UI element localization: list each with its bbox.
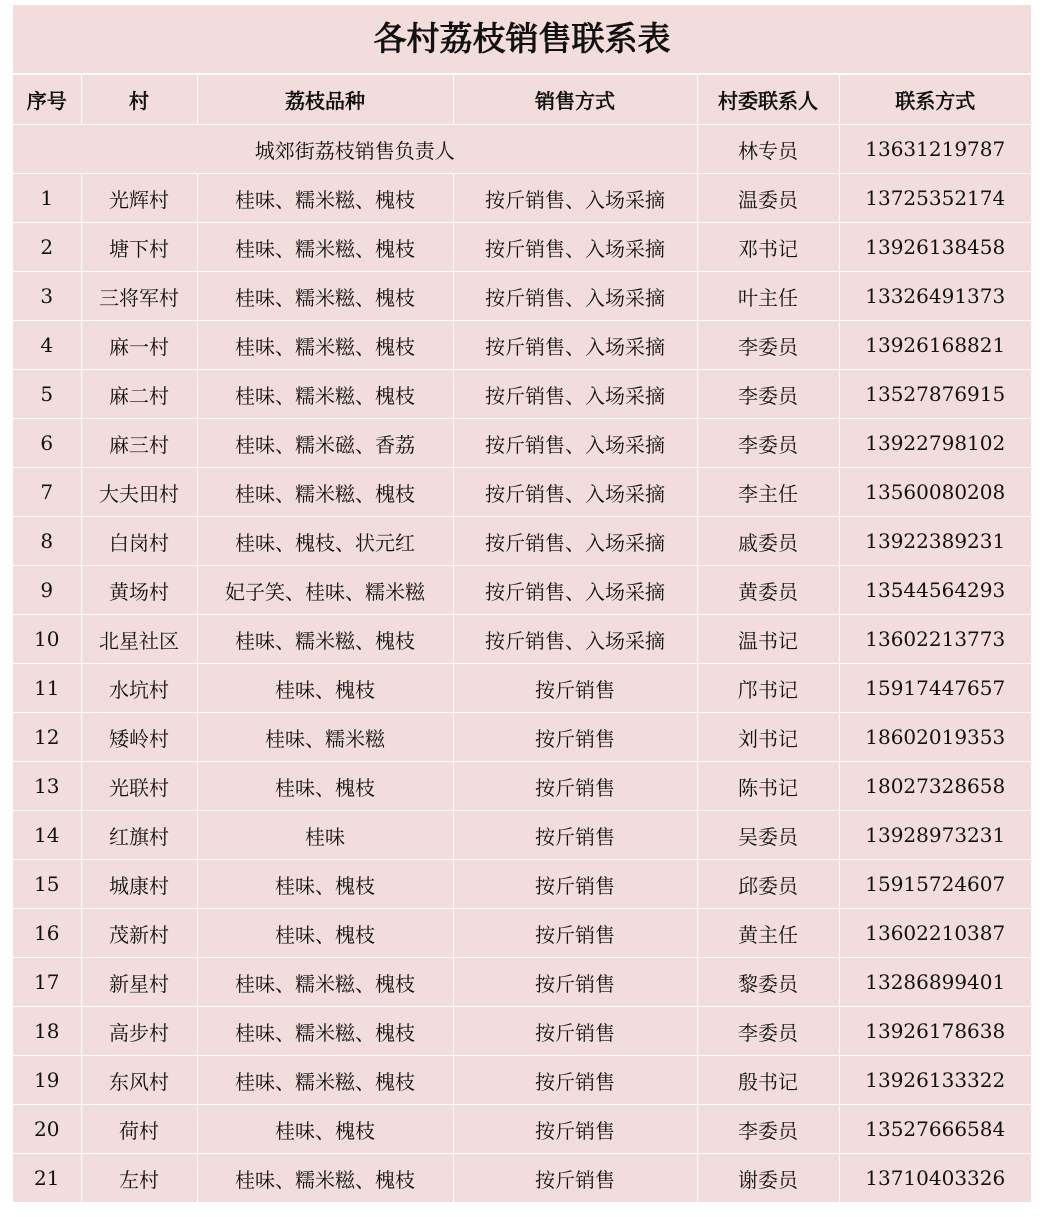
cell-variety: 桂味、槐枝 xyxy=(197,664,453,713)
cell-no: 8 xyxy=(13,517,81,566)
cell-variety: 桂味、糯米磁、香荔 xyxy=(197,419,453,468)
cell-no: 19 xyxy=(13,1056,81,1105)
cell-method: 按斤销售 xyxy=(453,1056,697,1105)
cell-no: 13 xyxy=(13,762,81,811)
cell-village: 白岗村 xyxy=(81,517,197,566)
cell-variety: 桂味、槐枝、状元红 xyxy=(197,517,453,566)
cell-method: 按斤销售、入场采摘 xyxy=(453,370,697,419)
cell-method: 按斤销售 xyxy=(453,1154,697,1203)
cell-method: 按斤销售、入场采摘 xyxy=(453,615,697,664)
cell-phone: 13560080208 xyxy=(839,468,1031,517)
cell-village: 麻一村 xyxy=(81,321,197,370)
cell-contact: 叶主任 xyxy=(697,272,839,321)
cell-method: 按斤销售 xyxy=(453,860,697,909)
cell-village: 水坑村 xyxy=(81,664,197,713)
cell-variety: 桂味、糯米糍、槐枝 xyxy=(197,468,453,517)
cell-variety: 桂味、槐枝 xyxy=(197,860,453,909)
cell-method: 按斤销售 xyxy=(453,664,697,713)
table-row xyxy=(13,713,1031,762)
table-row xyxy=(13,1105,1031,1154)
header-contact: 村委联系人 xyxy=(697,75,839,125)
table-row xyxy=(13,1056,1031,1105)
cell-no: 3 xyxy=(13,272,81,321)
cell-contact: 殷书记 xyxy=(697,1056,839,1105)
cell-method: 按斤销售 xyxy=(453,1007,697,1056)
cell-phone: 13926133322 xyxy=(839,1056,1031,1105)
cell-no: 10 xyxy=(13,615,81,664)
table-row xyxy=(13,615,1031,664)
lead-phone: 13631219787 xyxy=(839,125,1031,174)
cell-contact: 戚委员 xyxy=(697,517,839,566)
cell-contact: 吴委员 xyxy=(697,811,839,860)
cell-village: 黄场村 xyxy=(81,566,197,615)
cell-method: 按斤销售、入场采摘 xyxy=(453,468,697,517)
cell-no: 11 xyxy=(13,664,81,713)
table-row xyxy=(13,909,1031,958)
cell-phone: 13527876915 xyxy=(839,370,1031,419)
cell-contact: 陈书记 xyxy=(697,762,839,811)
cell-village: 茂新村 xyxy=(81,909,197,958)
cell-phone: 13926138458 xyxy=(839,223,1031,272)
cell-no: 21 xyxy=(13,1154,81,1203)
cell-phone: 13926168821 xyxy=(839,321,1031,370)
cell-contact: 谢委员 xyxy=(697,1154,839,1203)
cell-contact: 李委员 xyxy=(697,1105,839,1154)
cell-phone: 13928973231 xyxy=(839,811,1031,860)
cell-method: 按斤销售 xyxy=(453,762,697,811)
table-row xyxy=(13,419,1031,468)
cell-variety: 桂味、糯米糍、槐枝 xyxy=(197,1007,453,1056)
table-row xyxy=(13,321,1031,370)
cell-variety: 桂味、糯米糍、槐枝 xyxy=(197,1056,453,1105)
cell-village: 光辉村 xyxy=(81,174,197,223)
cell-contact: 温书记 xyxy=(697,615,839,664)
cell-method: 按斤销售 xyxy=(453,811,697,860)
cell-contact: 邱委员 xyxy=(697,860,839,909)
cell-phone: 13527666584 xyxy=(839,1105,1031,1154)
table-row xyxy=(13,223,1031,272)
cell-village: 麻三村 xyxy=(81,419,197,468)
table-row xyxy=(13,860,1031,909)
cell-phone: 18027328658 xyxy=(839,762,1031,811)
cell-contact: 黎委员 xyxy=(697,958,839,1007)
cell-variety: 桂味、糯米糍、槐枝 xyxy=(197,223,453,272)
cell-contact: 邓书记 xyxy=(697,223,839,272)
cell-no: 14 xyxy=(13,811,81,860)
cell-village: 荷村 xyxy=(81,1105,197,1154)
table-row xyxy=(13,566,1031,615)
cell-no: 17 xyxy=(13,958,81,1007)
cell-method: 按斤销售、入场采摘 xyxy=(453,517,697,566)
cell-variety: 妃子笑、桂味、糯米糍 xyxy=(197,566,453,615)
cell-contact: 温委员 xyxy=(697,174,839,223)
cell-method: 按斤销售 xyxy=(453,713,697,762)
table-row xyxy=(13,370,1031,419)
cell-village: 高步村 xyxy=(81,1007,197,1056)
table-row xyxy=(13,272,1031,321)
cell-variety: 桂味、槐枝 xyxy=(197,909,453,958)
cell-phone: 15915724607 xyxy=(839,860,1031,909)
cell-no: 16 xyxy=(13,909,81,958)
table-row xyxy=(13,762,1031,811)
cell-variety: 桂味、槐枝 xyxy=(197,1105,453,1154)
cell-village: 光联村 xyxy=(81,762,197,811)
cell-phone: 13544564293 xyxy=(839,566,1031,615)
cell-contact: 黄主任 xyxy=(697,909,839,958)
table-row xyxy=(13,958,1031,1007)
cell-variety: 桂味、糯米糍、槐枝 xyxy=(197,615,453,664)
cell-phone: 13922798102 xyxy=(839,419,1031,468)
header-row xyxy=(13,75,1031,125)
cell-contact: 刘书记 xyxy=(697,713,839,762)
cell-no: 4 xyxy=(13,321,81,370)
cell-village: 麻二村 xyxy=(81,370,197,419)
table-row xyxy=(13,174,1031,223)
cell-variety: 桂味、糯米糍、槐枝 xyxy=(197,958,453,1007)
cell-no: 12 xyxy=(13,713,81,762)
cell-method: 按斤销售、入场采摘 xyxy=(453,272,697,321)
cell-variety: 桂味、糯米糍、槐枝 xyxy=(197,174,453,223)
cell-contact: 李委员 xyxy=(697,1007,839,1056)
cell-variety: 桂味 xyxy=(197,811,453,860)
cell-phone: 13922389231 xyxy=(839,517,1031,566)
cell-variety: 桂味、糯米糍、槐枝 xyxy=(197,321,453,370)
cell-method: 按斤销售、入场采摘 xyxy=(453,419,697,468)
header-method: 销售方式 xyxy=(453,75,697,125)
lead-row xyxy=(13,125,1031,174)
cell-method: 按斤销售、入场采摘 xyxy=(453,566,697,615)
cell-contact: 邝书记 xyxy=(697,664,839,713)
cell-method: 按斤销售 xyxy=(453,909,697,958)
cell-method: 按斤销售 xyxy=(453,958,697,1007)
cell-contact: 李主任 xyxy=(697,468,839,517)
cell-village: 矮岭村 xyxy=(81,713,197,762)
cell-no: 7 xyxy=(13,468,81,517)
cell-no: 15 xyxy=(13,860,81,909)
table-row xyxy=(13,664,1031,713)
cell-village: 大夫田村 xyxy=(81,468,197,517)
cell-no: 1 xyxy=(13,174,81,223)
cell-village: 红旗村 xyxy=(81,811,197,860)
cell-phone: 13926178638 xyxy=(839,1007,1031,1056)
cell-phone: 13326491373 xyxy=(839,272,1031,321)
cell-phone: 18602019353 xyxy=(839,713,1031,762)
cell-village: 三将军村 xyxy=(81,272,197,321)
cell-phone: 13602210387 xyxy=(839,909,1031,958)
cell-variety: 桂味、糯米糍 xyxy=(197,713,453,762)
cell-variety: 桂味、糯米糍、槐枝 xyxy=(197,1154,453,1203)
cell-phone: 13710403326 xyxy=(839,1154,1031,1203)
lead-contact: 林专员 xyxy=(697,125,839,174)
cell-no: 6 xyxy=(13,419,81,468)
header-no: 序号 xyxy=(13,75,81,125)
cell-village: 东风村 xyxy=(81,1056,197,1105)
table-row xyxy=(13,1154,1031,1203)
cell-phone: 13286899401 xyxy=(839,958,1031,1007)
header-variety: 荔枝品种 xyxy=(197,75,453,125)
cell-no: 9 xyxy=(13,566,81,615)
cell-method: 按斤销售 xyxy=(453,1105,697,1154)
cell-village: 左村 xyxy=(81,1154,197,1203)
header-phone: 联系方式 xyxy=(839,75,1031,125)
table-row xyxy=(13,1007,1031,1056)
cell-village: 北星社区 xyxy=(81,615,197,664)
cell-variety: 桂味、槐枝 xyxy=(197,762,453,811)
table-row xyxy=(13,517,1031,566)
cell-contact: 李委员 xyxy=(697,419,839,468)
cell-no: 20 xyxy=(13,1105,81,1154)
table-row xyxy=(13,468,1031,517)
cell-village: 塘下村 xyxy=(81,223,197,272)
cell-variety: 桂味、糯米糍、槐枝 xyxy=(197,272,453,321)
litchi-sales-contact-sheet xyxy=(13,5,1031,1203)
cell-phone: 13725352174 xyxy=(839,174,1031,223)
cell-no: 5 xyxy=(13,370,81,419)
cell-phone: 15917447657 xyxy=(839,664,1031,713)
cell-method: 按斤销售、入场采摘 xyxy=(453,223,697,272)
cell-method: 按斤销售、入场采摘 xyxy=(453,321,697,370)
cell-variety: 桂味、糯米糍、槐枝 xyxy=(197,370,453,419)
cell-contact: 黄委员 xyxy=(697,566,839,615)
cell-no: 18 xyxy=(13,1007,81,1056)
cell-no: 2 xyxy=(13,223,81,272)
lead-label: 城郊街荔枝销售负责人 xyxy=(13,125,697,174)
table-row xyxy=(13,811,1031,860)
header-village: 村 xyxy=(81,75,197,125)
cell-phone: 13602213773 xyxy=(839,615,1031,664)
sheet-title: 各村荔枝销售联系表 xyxy=(13,5,1031,74)
cell-method: 按斤销售、入场采摘 xyxy=(453,174,697,223)
cell-contact: 李委员 xyxy=(697,370,839,419)
cell-village: 城康村 xyxy=(81,860,197,909)
contact-table xyxy=(13,74,1031,1203)
cell-village: 新星村 xyxy=(81,958,197,1007)
cell-contact: 李委员 xyxy=(697,321,839,370)
